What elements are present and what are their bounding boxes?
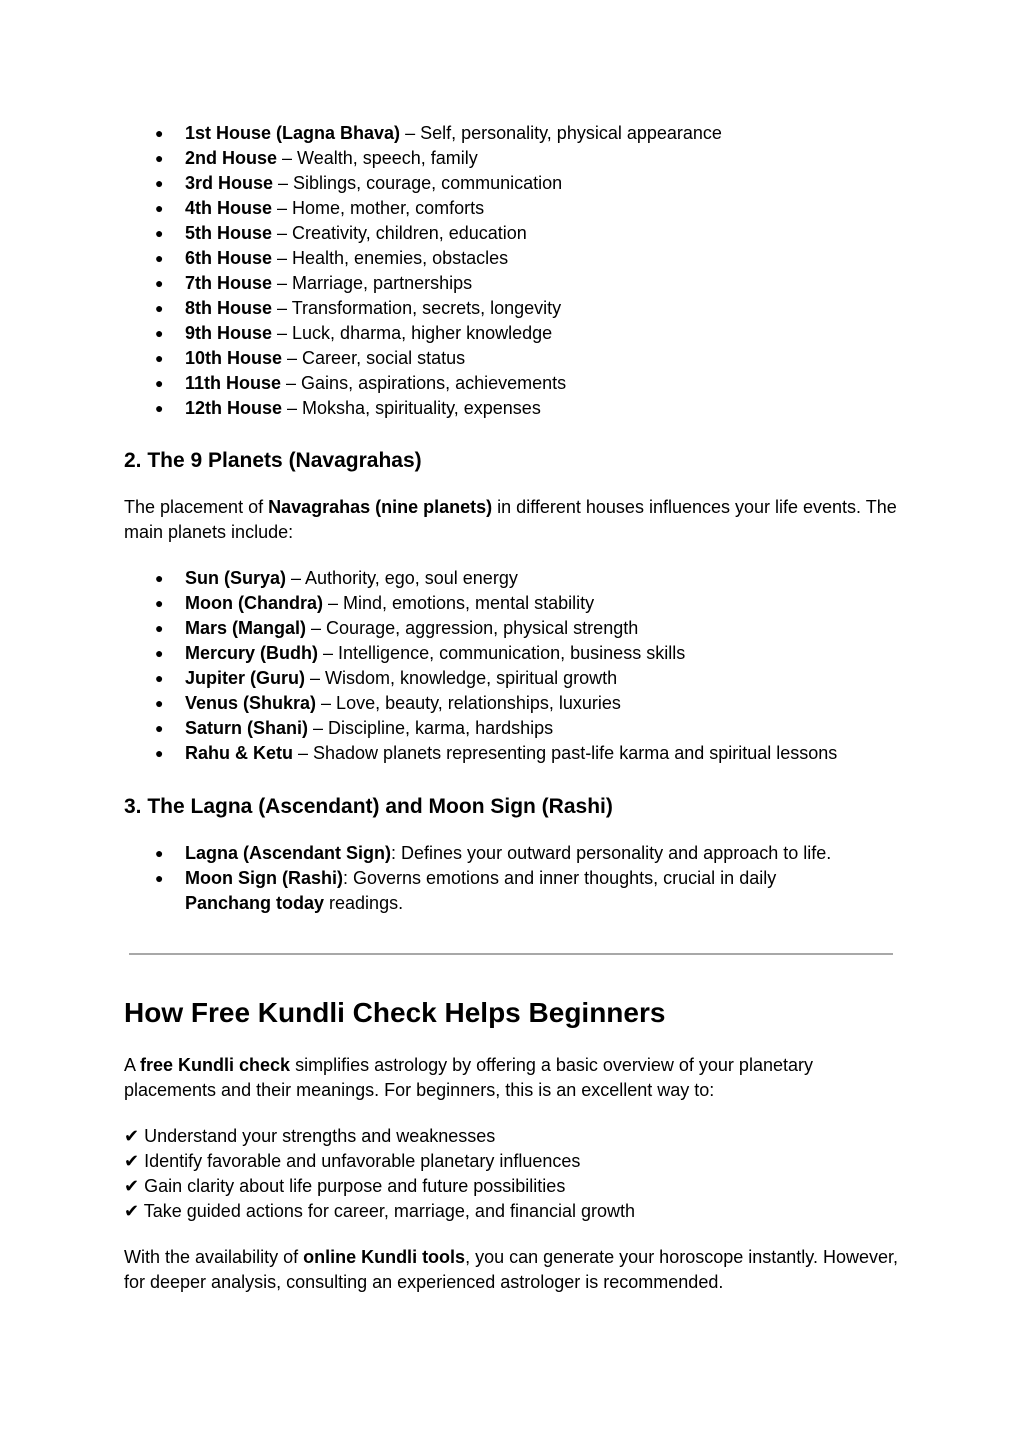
list-item [124, 641, 904, 666]
bullet-icon: ● [155, 870, 164, 886]
check-item: ✔ Gain clarity about life purpose and future possibilities [124, 1176, 566, 1196]
moon-sign-term: Moon Sign (Rashi) [185, 868, 343, 888]
bullet-icon: ● [155, 570, 164, 586]
lagna-desc: : Defines your outward personality and approach to life. [391, 843, 832, 863]
house-desc: – Creativity, children, education [272, 223, 527, 243]
planet-name: Saturn (Shani) [185, 718, 309, 738]
list-item [124, 221, 904, 246]
bullet-icon: ● [155, 150, 164, 166]
list-item [124, 691, 904, 716]
closing-bold-text: online Kundli tools [303, 1247, 466, 1267]
list-item [124, 566, 904, 591]
planets-list [124, 566, 904, 766]
list-item [124, 666, 904, 691]
list-item [124, 196, 904, 221]
kundli-heading: How Free Kundli Check Helps Beginners [124, 997, 666, 1028]
list-item [124, 321, 904, 346]
kundli-closing [124, 1245, 904, 1295]
list-item [124, 396, 904, 421]
check-item: ✔ Take guided actions for career, marriage, and financial growth [124, 1201, 636, 1221]
bullet-icon: ● [155, 350, 164, 366]
bullet-icon: ● [155, 620, 164, 636]
bullet-icon: ● [155, 375, 164, 391]
lagna-term: Lagna (Ascendant Sign) [185, 843, 392, 863]
bullet-icon: ● [155, 645, 164, 661]
check-item: ✔ Identify favorable and unfavorable planetary influences [124, 1151, 581, 1171]
bullet-icon: ● [155, 695, 164, 711]
house-name: 11th House [185, 373, 282, 393]
check-item: ✔ Understand your strengths and weaknesses [124, 1126, 496, 1146]
bullet-icon: ● [155, 325, 164, 341]
planet-desc: – Discipline, karma, hardships [308, 718, 554, 738]
house-desc: – Wealth, speech, family [277, 148, 478, 168]
bullet-icon: ● [155, 745, 164, 761]
list-item [124, 866, 825, 916]
list-item [124, 616, 904, 641]
closing-text: , you can generate your horoscope instantly. However, for deeper analysis, consulting an experienced astrologer is recommended. [124, 1247, 898, 1292]
list-item [124, 716, 904, 741]
planet-name: Venus (Shukra) [185, 693, 317, 713]
closing-text: With the availability of [124, 1247, 304, 1267]
planets-intro [124, 495, 904, 545]
planet-name: Rahu & Ketu [185, 743, 293, 763]
house-name: 9th House [185, 323, 273, 343]
benefits-checklist [124, 1124, 904, 1224]
house-name: 5th House [185, 223, 273, 243]
house-name: 6th House [185, 248, 273, 268]
house-desc: – Health, enemies, obstacles [272, 248, 509, 268]
planet-name: Sun (Surya) [185, 568, 287, 588]
list-item [124, 371, 904, 396]
section-divider [129, 953, 893, 955]
intro-bold-text: Navagrahas (nine planets) [268, 497, 493, 517]
list-item [124, 296, 904, 321]
intro-text: in different houses influences your life events. The main planets include: [124, 497, 897, 542]
intro-text: A [124, 1055, 141, 1075]
bullet-icon: ● [155, 225, 164, 241]
moon-sign-desc-end: readings. [324, 893, 404, 913]
house-desc: – Career, social status [282, 348, 466, 368]
planet-name: Moon (Chandra) [185, 593, 323, 613]
bullet-icon: ● [155, 250, 164, 266]
house-name: 2nd House [185, 148, 278, 168]
lagna-heading: 3. The Lagna (Ascendant) and Moon Sign (Rashi) [124, 795, 613, 818]
moon-sign-desc: : Governs emotions and inner thoughts, crucial in daily [342, 868, 777, 888]
house-name: 3rd House [185, 173, 274, 193]
house-desc: – Transformation, secrets, longevity [272, 298, 562, 318]
list-item [124, 346, 904, 371]
bullet-icon: ● [155, 595, 164, 611]
bullet-icon: ● [155, 175, 164, 191]
kundli-intro [124, 1053, 904, 1103]
intro-text: simplifies astrology by offering a basic overview of your planetary placements and their meanings. For beginners, this is an excellent way to: [124, 1055, 813, 1100]
intro-bold-text: free Kundli check [140, 1055, 291, 1075]
intro-text: The placement of [124, 497, 269, 517]
panchang-term: Panchang today [185, 893, 325, 913]
planet-desc: – Love, beauty, relationships, luxuries [316, 693, 621, 713]
house-name: 7th House [185, 273, 273, 293]
house-name: 8th House [185, 298, 273, 318]
house-desc: – Self, personality, physical appearance [400, 123, 722, 143]
planet-desc: – Authority, ego, soul energy [286, 568, 518, 588]
list-item [124, 841, 904, 866]
list-item [124, 741, 904, 766]
planet-desc: – Courage, aggression, physical strength [306, 618, 639, 638]
list-item [124, 271, 904, 296]
house-name: 4th House [185, 198, 273, 218]
house-desc: – Moksha, spirituality, expenses [282, 398, 541, 418]
house-desc: – Home, mother, comforts [272, 198, 485, 218]
bullet-icon: ● [155, 400, 164, 416]
planet-desc: – Shadow planets representing past-life karma and spiritual lessons [293, 743, 838, 763]
list-item [124, 171, 904, 196]
planet-name: Mars (Mangal) [185, 618, 307, 638]
bullet-icon: ● [155, 275, 164, 291]
bullet-icon: ● [155, 125, 164, 141]
planets-heading: 2. The 9 Planets (Navagrahas) [124, 449, 422, 472]
list-item [124, 591, 904, 616]
bullet-icon: ● [155, 720, 164, 736]
bullet-icon: ● [155, 200, 164, 216]
house-name: 12th House [185, 398, 283, 418]
house-desc: – Siblings, courage, communication [273, 173, 563, 193]
planet-desc: – Wisdom, knowledge, spiritual growth [305, 668, 618, 688]
planet-desc: – Intelligence, communication, business skills [318, 643, 686, 663]
house-desc: – Marriage, partnerships [272, 273, 473, 293]
list-item [124, 121, 904, 146]
bullet-icon: ● [155, 670, 164, 686]
house-desc: – Luck, dharma, higher knowledge [272, 323, 553, 343]
planet-name: Jupiter (Guru) [185, 668, 305, 688]
house-name: 1st House (Lagna Bhava) [185, 123, 401, 143]
planet-name: Mercury (Budh) [185, 643, 319, 663]
list-item [124, 246, 904, 271]
lagna-list [124, 841, 904, 916]
list-item [124, 146, 904, 171]
houses-list [124, 121, 904, 421]
house-desc: – Gains, aspirations, achievements [281, 373, 567, 393]
bullet-icon: ● [155, 300, 164, 316]
document-page [124, 121, 904, 1295]
house-name: 10th House [185, 348, 283, 368]
planet-desc: – Mind, emotions, mental stability [322, 593, 595, 613]
bullet-icon: ● [155, 845, 164, 861]
